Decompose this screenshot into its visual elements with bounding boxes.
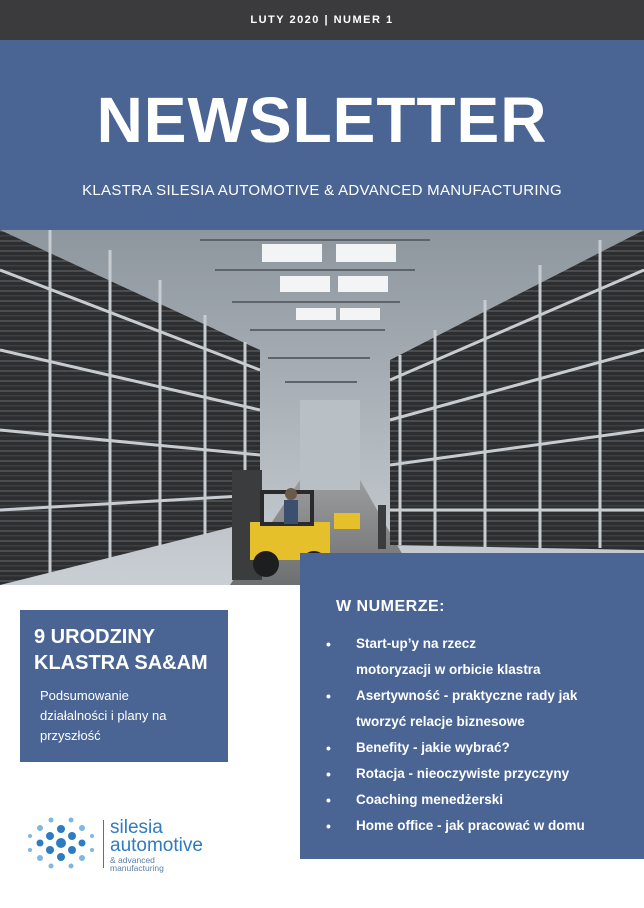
- silesia-automotive-logo: [26, 808, 246, 878]
- contents-panel: [300, 553, 644, 859]
- contents-item-line: Rotacja - nieoczywiste przyczyny: [356, 766, 570, 781]
- bullet-icon: •: [326, 740, 331, 756]
- contents-item-line: Coaching menedżerski: [356, 792, 504, 807]
- contents-item-line: motoryzacji w orbicie klastra: [356, 662, 541, 677]
- contents-item[interactable]: [326, 735, 626, 761]
- feature-description-line: przyszłość: [40, 728, 101, 743]
- contents-item[interactable]: [326, 683, 626, 735]
- newsletter-subtitle: KLASTRA SILESIA AUTOMOTIVE & ADVANCED MANUFACTURING: [82, 182, 562, 199]
- feature-title-line: 9 URODZINY: [34, 626, 156, 648]
- contents-item[interactable]: [326, 631, 626, 683]
- logo-name-line: automotive: [110, 835, 203, 856]
- contents-item-line: Asertywność - praktyczne rady jak: [356, 688, 578, 703]
- contents-item-line: Start-up’y na rzecz: [356, 636, 477, 651]
- feature-box[interactable]: [20, 610, 228, 762]
- logo-tagline: & advanced: [110, 855, 155, 865]
- issue-date: LUTY 2020 | NUMER 1: [250, 14, 394, 26]
- contents-item[interactable]: [326, 761, 626, 787]
- bullet-icon: •: [326, 766, 331, 782]
- issue-bar: [0, 0, 644, 40]
- masthead: [0, 40, 644, 230]
- feature-description: [40, 686, 220, 746]
- contents-item[interactable]: [326, 787, 626, 813]
- contents-item[interactable]: [326, 813, 626, 839]
- logo-tagline: manufacturing: [110, 863, 164, 873]
- contents-list: [326, 631, 626, 839]
- feature-title: [34, 624, 224, 676]
- bullet-icon: •: [326, 636, 331, 652]
- contents-item-line: Home office - jak pracować w domu: [356, 818, 585, 833]
- warehouse-photo: [0, 230, 644, 585]
- bullet-icon: •: [326, 818, 331, 834]
- warehouse-illustration: [0, 230, 644, 585]
- logo-divider: [103, 820, 104, 868]
- bullet-icon: •: [326, 792, 331, 808]
- feature-title-line: KLASTRA SA&AM: [34, 652, 208, 674]
- contents-heading: W NUMERZE:: [336, 598, 445, 615]
- logo-dots-icon: [26, 812, 96, 874]
- bullet-icon: •: [326, 688, 331, 704]
- newsletter-title: NEWSLETTER: [96, 84, 548, 156]
- feature-description-line: działalności i plany na: [40, 708, 167, 723]
- contents-item-line: tworzyć relacje biznesowe: [356, 714, 525, 729]
- logo-name-line: silesia: [110, 817, 163, 838]
- feature-description-line: Podsumowanie: [40, 688, 129, 703]
- contents-item-line: Benefity - jakie wybrać?: [356, 740, 510, 755]
